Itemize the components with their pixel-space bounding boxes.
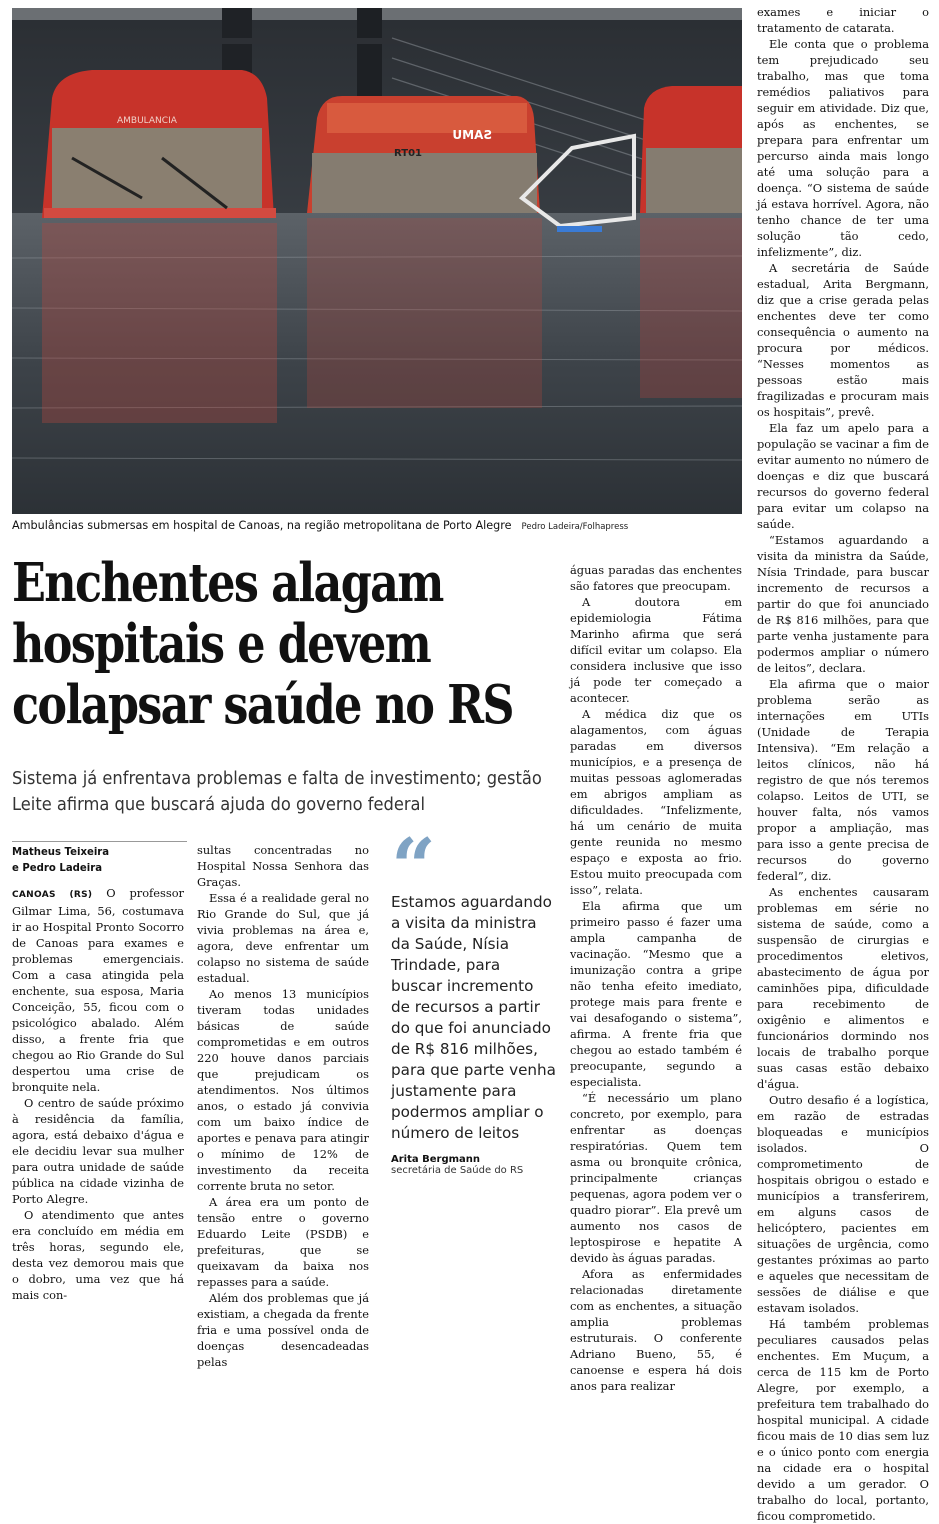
photo-credit: Pedro Ladeira/Folhapress [521,522,629,532]
paragraph: “Estamos aguardando a visita da ministra da Saúde, Nísia Trindade, para buscar incremento de recursos a partir do que foi anunciado de R$ 816 milhões, para que parte venha justamente para podermos ampliar o número de leitos”, declara. [757,533,929,675]
article-column-2 [197,842,369,1370]
paragraph: Ela afirma que um primeiro passo é fazer uma ampla campanha de vacinação. “Mesmo que a imunização contra a gripe não tenha efeito imediato, protege mais para frente e vai desafogando o sistema”, afirma. A frente fria que chegou ao estado também é preocupante, segundo a especialista. [570,899,742,1089]
paragraph-text: O professor Gilmar Lima, 56, costumava ir ao Hospital Pronto Socorro de Canoas para exames e problemas emergenciais. Com a casa atingida pela enchente, sua esposa, Maria Conceição, 55, ficou com o psicológico abalado. Além disso, a frente fria que chegou ao Rio Grande do Sul despertou uma crise de bronquite nela. [12,886,184,1094]
ambulance-center-reversed: SAMU [452,128,492,142]
paragraph: Ao menos 13 municípios tiveram todas unidades básicas de saúde comprometidas e em outros 220 houve danos parciais que prejudicam os atendimentos. Nos últimos anos, o estado já convivia com um baixo índice de aportes e penava para atingir o mínimo de 12% de investimento da receita corrente bruta no setor. [197,987,369,1193]
article-column-1 [12,885,184,1303]
paragraph: O atendimento que antes era concluído em média em três horas, segundo ele, desta vez demorou mais que o dobro, uma vez que há mais con- [12,1208,184,1302]
headline: Enchentes alagam hospitais e devem colapsar saúde no RS [12,553,513,736]
pull-quote-role: secretária de Saúde do RS [391,1165,524,1176]
flooded-ambulances-photo [12,8,742,514]
paragraph: águas paradas das enchentes são fatores que preocupam. [570,563,742,593]
caption-text: Ambulâncias submersas em hospital de Canoas, na região metropolitana de Porto Alegre [12,519,512,532]
article-column-4 [757,4,929,1524]
paragraph: Além dos problemas que já existiam, a chegada da frente fria e uma possível onda de doenças desencadeadas pelas [197,1291,369,1369]
paragraph: A área era um ponto de tensão entre o governo Eduardo Leite (PSDB) e prefeituras, que se queixavam da baixa nos repasses para a saúde. [197,1195,369,1289]
paragraph: A médica diz que os alagamentos, com águas paradas em diversos municípios, e a presença de muitas pessoas aglomeradas em abrigos ampliam as dificuldades. “Infelizmente, há um cenário de muita gente reunida no mesmo espaço e exposta ao frio. Estou muito preocupada com isso”, relata. [570,707,742,897]
paragraph: A secretária de Saúde estadual, Arita Bergmann, diz que a crise gerada pelas enchentes deve ter como consequência o aumento na procura por médicos. “Nesses momentos as pessoas estão mais fragilizadas e procuram mais os hospitais”, prevê. [757,261,929,419]
paragraph: As enchentes causaram problemas em série no sistema de saúde, como a suspensão de cirurgias e procedimentos eletivos, abastecimento de água por caminhões pipa, dificuldade para recebimento de oxigênio e alimentos e funcionários dormindo nos locais de trabalho porque suas casas estão debaixo d'água. [757,885,929,1091]
paragraph: exames e iniciar o tratamento de catarata. [757,5,929,35]
pull-quote-author: Arita Bergmann [391,1154,481,1165]
paragraph: Ela faz um apelo para a população se vacinar a fim de evitar aumento no número de doenças e diz que buscará recursos do governo federal para evitar um colapso na saúde. [757,421,929,531]
pull-quote-text: Estamos aguardando a visita da ministra da Saúde, Nísia Trindade, para buscar incremento de recursos a partir do que foi anunciado de R$ 816 milhões, para que parte venha justamente para podermos ampliar o número de leitos [391,893,556,1142]
paragraph: Ela afirma que o maior problema serão as internações em UTIs (Unidade de Terapia Intensiva). “Em relação a leitos clínicos, não há registro de que nós teremos colapso. Leitos de UTI, se houver falta, nós vamos propor a ampliação, mas para isso a gente precisa de recursos do governo federal”, diz. [757,677,929,883]
subheadline: Sistema já enfrentava problemas e falta de investimento; gestão Leite afirma que buscará ajuda do governo federal [12,769,542,815]
headline-container [12,553,572,763]
paragraph: A doutora em epidemiologia Fátima Marinho afirma que será difícil evitar um colapso. Ela considera inclusive que isso já pode ter começado a acontecer. [570,595,742,705]
paragraph: “É necessário um plano concreto, por exemplo, para enfrentar as doenças respiratórias. Quem tem asma ou bronquite crônica, principalmente crianças pequenas, agora podem ver o quadro piorar”. Ela prevê um aumento nos casos de leptospirose e hepatite A devido às águas paradas. [570,1091,742,1265]
right-ambulance [640,86,742,213]
byline-author-1: Matheus Teixeira [12,845,110,858]
paragraph: Outro desafio é a logística, em razão de estradas bloqueadas e municípios isolados. O comprometimento de hospitais obrigou o estado e municípios a transferirem, em alguns casos de helicóptero, pacientes em situações de urgência, como gestantes próximas ao parto e aqueles que necessitam de sessões de diálise e que estavam isolados. [757,1093,929,1315]
photo-caption [12,519,752,532]
paragraph [12,885,184,1095]
ambulance-center-label: RT01 [394,148,422,159]
byline-author-2: e Pedro Ladeira [12,861,103,874]
paragraph: Há também problemas peculiares causados pelas enchentes. Em Muçum, a cerca de 115 km de Porto Alegre, por exemplo, a prefeitura tem trabalhado do hospital municipal. A cidade ficou mais de 10 dias sem luz e o único ponto com energia na cidade era o hospital devido a um gerador. O trabalho do local, portanto, ficou comprometido. [757,1317,929,1523]
paragraph: Afora as enfermidades relacionadas diretamente com as enchentes, a situação amplia problemas estruturais. O conferente Adriano Bueno, 55, é canoense e espera há dois anos para realizar [570,1267,742,1393]
article-column-3 [570,562,742,1394]
ambulance-left-label: AMBULANCIA [117,116,177,126]
paragraph: sultas concentradas no Hospital Nossa Senhora das Graças. [197,843,369,889]
pull-quote [391,822,556,1176]
quote-mark-icon: “ [391,822,436,913]
paragraph: O centro de saúde próximo à residência da família, agora, está debaixo d'água e ele decidiu levar sua mulher para outra unidade de saúde pública na cidade vizinha de Porto Alegre. [12,1096,184,1206]
paragraph: Essa é a realidade geral no Rio Grande do Sul, que já vivia problemas na área e, agora, deve enfrentar um colapso no sistema de saúde estadual. [197,891,369,985]
left-ambulance [42,70,276,218]
dateline-place: CANOAS (RS) [12,890,93,900]
paragraph: Ele conta que o problema tem prejudicado seu trabalho, mas que toma remédios paliativos para seguir em atividade. Diz que, após as enchentes, se prepara para enfrentar um percurso ainda mais longo até uma solução para a doença. “O sistema de saúde já estava horrível. Agora, não tenho chance de ter uma solução tão cedo, infelizmente”, diz. [757,37,929,259]
byline [12,841,187,876]
